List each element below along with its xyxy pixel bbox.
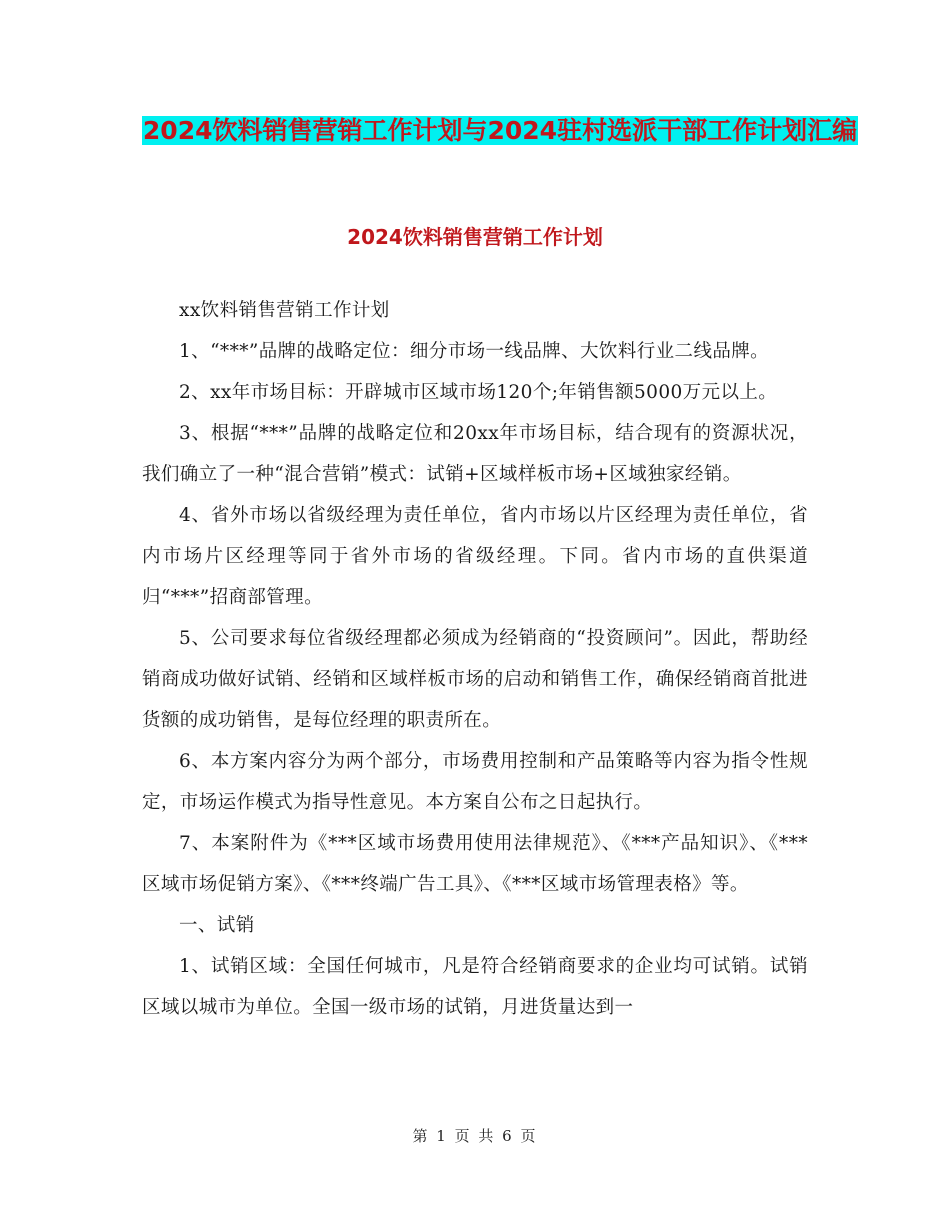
paragraph: xx饮料销售营销工作计划 [179,300,390,321]
document-title [120,108,880,153]
paragraph: 1、“***”品牌的战略定位：细分市场一线品牌、大饮料行业二线品牌。 [179,341,770,362]
paragraph: 1、试销区域：全国任何城市，凡是符合经销商要求的企业均可试销。试销区域以城市为单位。全国一级市场的试销，月进货量达到一 [142,956,808,1018]
section-title: 2024饮料销售营销工作计划 [347,225,603,249]
paragraph: 6、本方案内容分为两个部分，市场费用控制和产品策略等内容为指令性规定，市场运作模式为指导性意见。本方案自公布之日起执行。 [142,751,808,813]
paragraph: 一、试销 [179,915,255,936]
document-body [142,290,808,1028]
page-footer: 第 1 页 共 6 页 [412,1127,538,1145]
paragraph: 3、根据“***”品牌的战略定位和20xx年市场目标，结合现有的资源状况，我们确立了一种“混合营销”模式：试销+区域样板市场+区域独家经销。 [142,423,808,485]
paragraph: 2、xx年市场目标：开辟城市区域市场120个;年销售额5000万元以上。 [179,382,778,403]
paragraph: 7、本案附件为《***区域市场费用使用法律规范》、《***产品知识》、《***区域市场促销方案》、《***终端广告工具》、《***区域市场管理表格》等。 [142,833,808,895]
paragraph: 5、公司要求每位省级经理都必须成为经销商的“投资顾问”。因此，帮助经销商成功做好试销、经销和区域样板市场的启动和销售工作，确保经销商首批进货额的成功销售，是每位经理的职责所在。 [142,628,808,731]
document-title-text: 2024饮料销售营销工作计划与2024驻村选派干部工作计划汇编 [142,116,858,145]
paragraph: 4、省外市场以省级经理为责任单位，省内市场以片区经理为责任单位，省内市场片区经理等同于省外市场的省级经理。下同。省内市场的直供渠道归“***”招商部管理。 [142,505,808,608]
